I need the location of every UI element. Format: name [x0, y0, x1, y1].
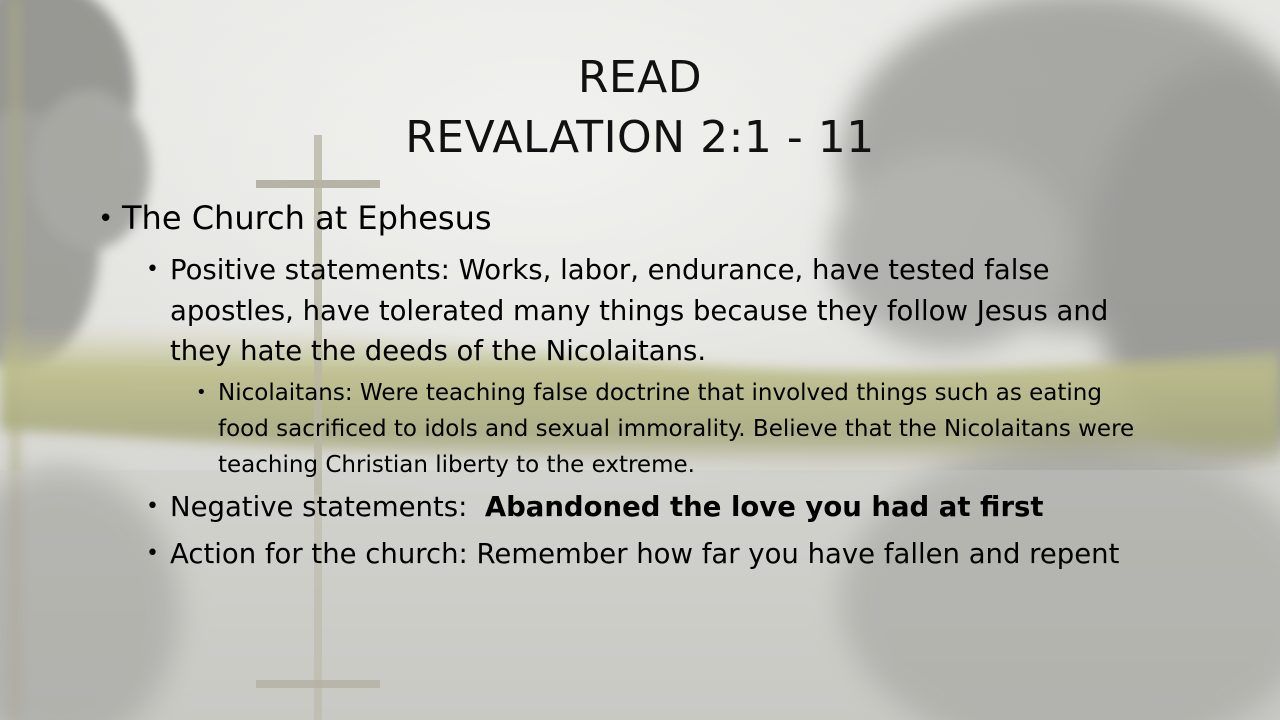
negative-emphasis: Abandoned the love you had at first — [484, 491, 1044, 523]
bullet-text: Nicolaitans: Were teaching false doctrine that involved things such as eating food sacrificed to idols and sexual immorality. Believe that the Nicolaitans were teaching Christian liberty to the extreme. — [218, 380, 1135, 478]
bullet-text: Positive statements: Works, labor, endurance, have tested false apostles, have tolerated many things because they follow Jesus and they hate the deeds of the Nicolaitans. — [170, 254, 1109, 367]
bullet-dot: • — [146, 541, 159, 566]
bullet-church-ephesus — [98, 196, 1198, 240]
title-line-1: READ — [577, 52, 703, 103]
bullet-dot: • — [146, 494, 159, 519]
negative-label: Negative statements: — [170, 491, 468, 523]
bullet-dot: • — [98, 204, 114, 234]
bullet-action-for-church — [146, 534, 1146, 575]
bullet-positive-statements — [146, 250, 1146, 372]
bullet-text — [170, 487, 1146, 528]
bullet-nicolaitans — [196, 375, 1136, 483]
bullet-text: Action for the church: Remember how far you have fallen and repent — [170, 538, 1120, 570]
bullet-dot: • — [146, 257, 159, 282]
bullet-dot: • — [196, 382, 207, 403]
title-line-2: REVALATION 2:1 - 11 — [405, 112, 875, 163]
bullet-negative-statements — [146, 487, 1146, 528]
bullet-text: The Church at Ephesus — [122, 199, 492, 237]
